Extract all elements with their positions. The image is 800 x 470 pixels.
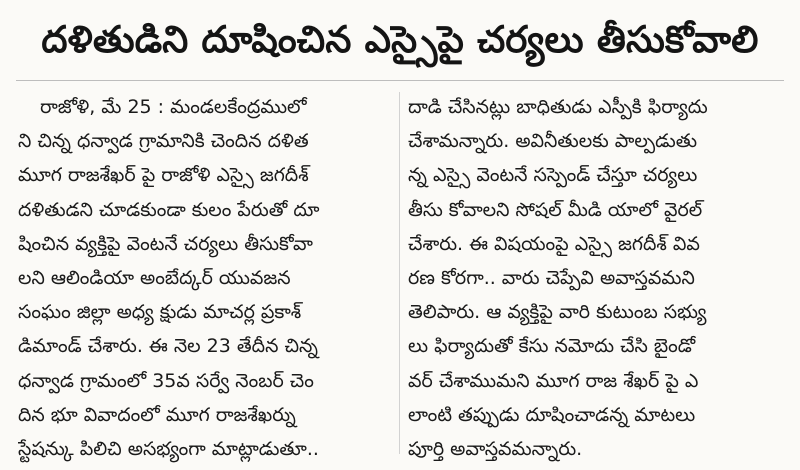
column-line: చేశారు. ఈ విషయంపై ఎస్సై జగదీశ్ వివ bbox=[408, 232, 700, 255]
column-line: స్టేషన్కు పిలిచి అసభ్యంగా మాట్లాడుతూ.. bbox=[18, 437, 319, 460]
column-line: రణ కోరగా.. వారు చెప్పేవి అవాస్తవమని bbox=[408, 266, 695, 289]
column-line: లాంటి తప్పుడు దూషించాడన్న మాటలు bbox=[408, 403, 696, 426]
column-line: ధన్వాడ గ్రామంలో 35వ సర్వే నెంబర్ చెం bbox=[18, 369, 314, 392]
column-line: దళితుడని చూడకుండా కులం పేరుతో దూ bbox=[18, 198, 320, 221]
article-column-right bbox=[408, 90, 780, 466]
column-line: షించిన వ్యక్తిపై వెంటనే చర్యలు తీసుకోవా bbox=[18, 232, 313, 255]
column-line: తెలిపారు. ఆ వ్యక్తిపై వారి కుటుంబ సభ్యు bbox=[408, 301, 707, 324]
column-line: రాజోళి, మే 25 : మండలకేంద్రములో bbox=[40, 96, 307, 118]
column-line: చేశామన్నారు. అవినీతులకు పాల్పడుతు bbox=[408, 130, 698, 153]
column-divider bbox=[399, 92, 400, 454]
column-line: వర్ చేశాముమని మూగ రాజ శేఖర్ పై ఎ bbox=[408, 369, 699, 392]
article-column-left bbox=[18, 90, 390, 466]
column-line: న్న ఎస్సై వెంటనే సస్పెండ్ చేస్తూ చర్యలు bbox=[408, 164, 698, 187]
headline-rule bbox=[16, 80, 784, 81]
column-line: మూగ రాజశేఖర్ పై రాజోళి ఎస్సై జగదీశ్ bbox=[18, 164, 309, 187]
article-headline: దళితుడిని దూషించిన ఎస్సైపై చర్యలు తీసుకోవాలి bbox=[41, 18, 759, 61]
column-line: లు ఫిర్యాదుతో కేసు నమోదు చేసి బైండో bbox=[408, 335, 696, 358]
column-line: తీసు కోవాలని సోషల్ మీడి యాలో వైరల్ bbox=[408, 198, 703, 221]
column-line: డిమాండ్ చేశారు. ఈ నెల 23 తేదీన చిన్న bbox=[18, 335, 319, 358]
column-line: ని చిన్న ధన్వాడ గ్రామానికి చెందిన దళిత bbox=[18, 130, 309, 153]
column-line: సంఘం జిల్లా అధ్య క్షుడు మాచర్ల ప్రకాశ్ bbox=[18, 301, 302, 324]
column-line: దాడి చేసినట్లు బాధితుడు ఎస్పీకి ఫిర్యాదు bbox=[408, 96, 708, 118]
column-line: లని ఆలిండియా అంబేద్కర్ యువజన bbox=[18, 266, 291, 289]
column-line: పూర్తి అవాస్తవమన్నారు. bbox=[408, 437, 583, 460]
column-line: దిన భూ వివాదంలో మూగ రాజశేఖర్ను bbox=[18, 403, 296, 426]
